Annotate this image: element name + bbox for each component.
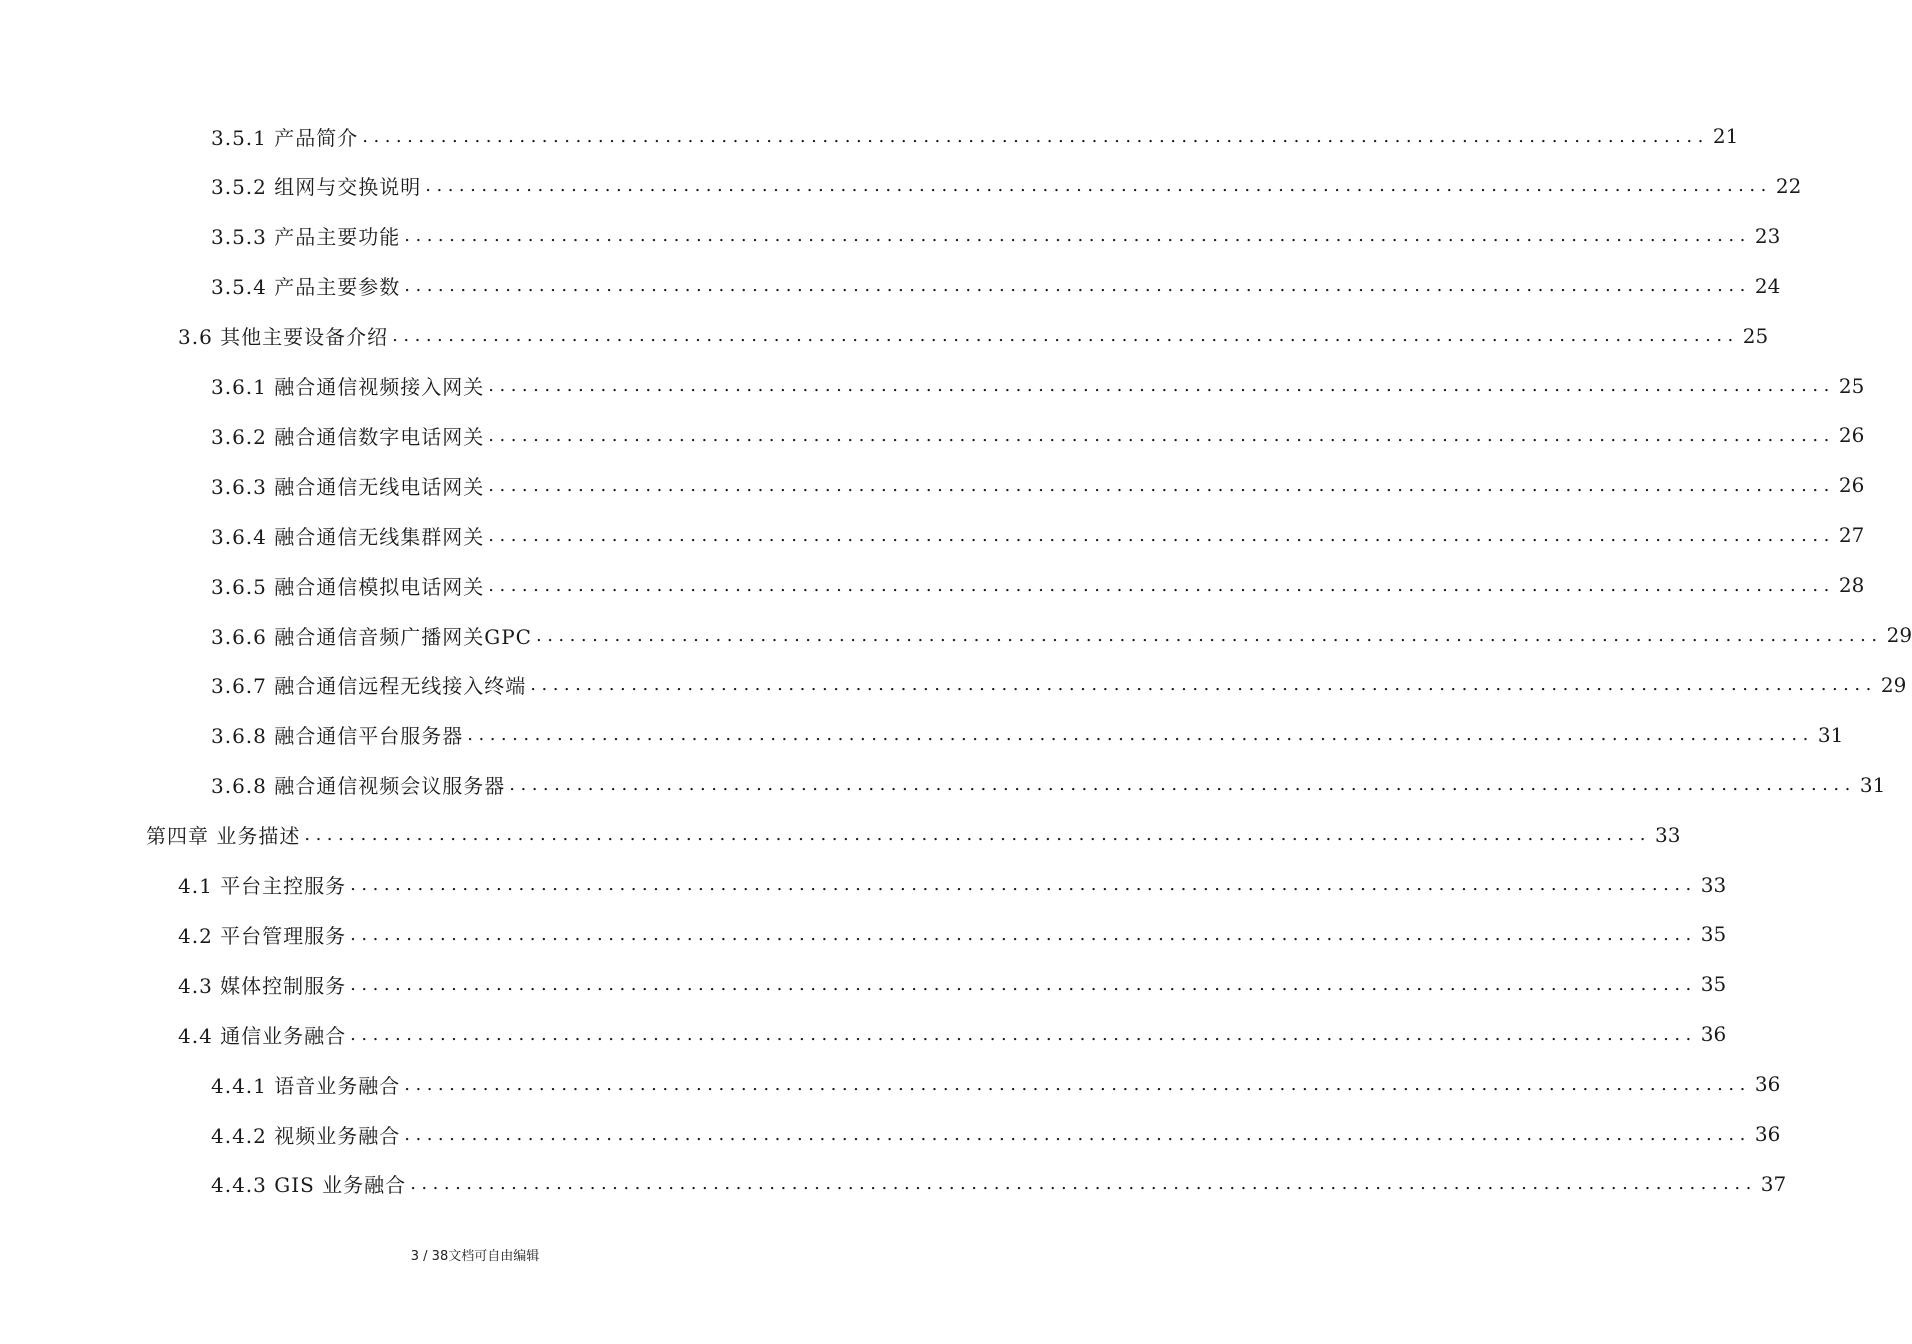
toc-entry-title: 3.6.6 融合通信音频广播网关GPC [211,624,532,649]
toc-dot-leader: ........................................................................................................................ [509,774,1856,796]
toc-entry[interactable] [178,871,1727,899]
toc-entry[interactable] [178,1020,1727,1048]
toc-dot-leader: ........................................................................................................................ [488,574,1835,596]
toc-entry-title: 3.5.1 产品简介 [211,125,359,150]
toc-entry[interactable] [211,122,1739,150]
toc-dot-leader: ........................................................................................................................ [404,1123,1751,1145]
toc-entry-title: 3.6.4 融合通信无线集群网关 [211,524,485,549]
toc-dot-leader: ........................................................................................................................ [410,1173,1757,1195]
toc-page-number: 23 [1754,223,1781,248]
toc-entry-title: 3.6.7 融合通信远程无线接入终端 [211,674,527,699]
toc-entry[interactable] [211,222,1781,250]
toc-page-number: 27 [1838,523,1865,548]
toc-dot-leader: ........................................................................................................................ [350,973,1697,995]
toc-page-number: 26 [1838,423,1865,448]
toc-page-number: 21 [1712,124,1739,148]
toc-entry-title: 3.6 其他主要设备介绍 [178,325,389,350]
toc-dot-leader: ........................................................................................................................ [362,125,1709,147]
toc-entry-title: 3.6.2 融合通信数字电话网关 [211,424,485,449]
toc-page-number: 37 [1760,1171,1787,1196]
toc-entry[interactable] [178,920,1727,948]
toc-entry[interactable] [211,172,1802,200]
toc-entry-title: 3.6.1 融合通信视频接入网关 [211,375,485,399]
toc-entry-title: 3.5.4 产品主要参数 [211,275,401,300]
toc-dot-leader: ........................................................................................................................ [350,874,1697,895]
toc-entry[interactable] [211,721,1844,749]
toc-entry[interactable] [178,322,1769,350]
toc-page-number: 36 [1700,1022,1727,1047]
toc-entry[interactable] [211,771,1886,799]
toc-page-number: 25 [1838,373,1865,398]
toc-dot-leader: ........................................................................................................................ [350,923,1697,945]
toc-entry-title: 3.5.2 组网与交换说明 [211,175,422,200]
toc-entry[interactable] [211,621,1912,649]
toc-entry[interactable] [211,1170,1787,1198]
toc-entry[interactable] [211,521,1865,549]
toc-entry[interactable] [211,1070,1781,1098]
toc-entry[interactable] [211,1120,1781,1148]
toc-page-number: 22 [1775,173,1802,198]
toc-entry[interactable] [211,471,1865,499]
toc-page-number: 36 [1754,1072,1781,1097]
toc-dot-leader: ........................................................................................................................ [304,824,1651,846]
toc-page-number: 26 [1838,473,1865,498]
toc-dot-leader: ........................................................................................................................ [404,275,1751,297]
toc-entry-title: 4.3 媒体控制服务 [178,973,347,998]
toc-entry[interactable] [211,421,1865,449]
toc-page-number: 24 [1754,273,1781,298]
toc-entry-title: 3.6.8 融合通信平台服务器 [211,724,464,749]
toc-entry-title: 3.6.3 融合通信无线电话网关 [211,474,485,499]
toc-entry[interactable] [178,970,1727,998]
toc-entry[interactable] [211,671,1907,699]
toc-dot-leader: ........................................................................................................................ [404,225,1751,247]
toc-page-number: 35 [1700,972,1727,997]
toc-page-number: 29 [1886,623,1912,647]
toc-entry[interactable] [211,571,1865,599]
toc-dot-leader: ........................................................................................................................ [467,724,1814,746]
toc-entry-title: 4.2 平台管理服务 [178,923,347,948]
toc-entry[interactable] [211,272,1781,300]
toc-page-number: 28 [1838,573,1865,598]
toc-page-number: 35 [1700,922,1727,947]
toc-page-number: 29 [1880,672,1907,697]
toc-dot-leader: ........................................................................................................................ [488,524,1835,546]
toc-entry[interactable] [211,372,1865,400]
toc-page-number: 33 [1700,872,1727,897]
toc-entry-title: 第四章 业务描述 [146,824,301,849]
toc-page-number: 36 [1754,1122,1781,1146]
toc-entry-title: 3.5.3 产品主要功能 [211,225,401,250]
toc-dot-leader: ........................................................................................................................ [488,375,1835,396]
toc-dot-leader: ........................................................................................................................ [350,1023,1697,1045]
toc-entry-title: 4.4 通信业务融合 [178,1023,347,1048]
toc-entry-title: 4.4.2 视频业务融合 [211,1123,401,1148]
toc-entry-title: 3.6.8 融合通信视频会议服务器 [211,774,506,799]
toc-dot-leader: ........................................................................................................................ [392,325,1739,347]
toc-entry-title: 4.4.3 GIS 业务融合 [211,1173,407,1198]
toc-page-number: 31 [1817,722,1844,747]
toc-page-number: 31 [1859,772,1886,797]
page-footer: 3 / 38文档可自由编辑 [410,1249,540,1264]
toc-dot-leader: ........................................................................................................................ [488,424,1835,446]
toc-page-number: 25 [1742,323,1769,348]
toc-entry-title: 4.4.1 语音业务融合 [211,1073,401,1098]
toc-entry[interactable] [146,821,1681,849]
toc-dot-leader: ........................................................................................................................ [530,674,1877,696]
toc-page-number: 33 [1654,822,1681,847]
toc-dot-leader: ........................................................................................................................ [425,175,1772,197]
toc-dot-leader: ........................................................................................................................ [488,474,1835,496]
toc-entry-title: 4.1 平台主控服务 [178,874,347,898]
toc-entry-title: 3.6.5 融合通信模拟电话网关 [211,574,485,599]
toc-dot-leader: ........................................................................................................................ [535,624,1883,646]
toc-dot-leader: ........................................................................................................................ [404,1073,1751,1095]
